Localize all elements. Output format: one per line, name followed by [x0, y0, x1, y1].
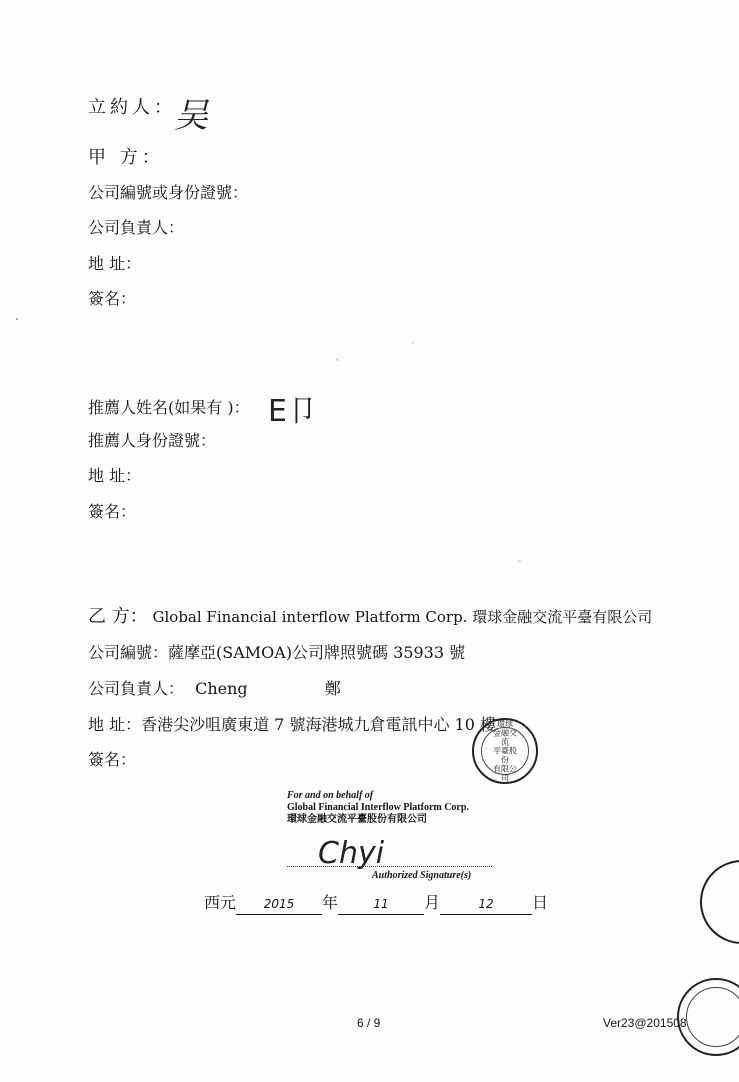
authorized-signature-caption: Authorized Signature(s) — [372, 870, 472, 881]
party-a-responsible-label: 公司負責人： — [88, 218, 185, 237]
version-label: Ver23@201508 — [603, 1016, 687, 1030]
page-number: 6 / 9 — [357, 1016, 381, 1030]
party-b-title: 乙 方： Global Financial interflow Platform Corp. 環球金融交流平臺有限公司 — [88, 606, 653, 627]
referrer-id-label: 推薦人身份證號： — [88, 431, 217, 450]
signature-dotted-line — [287, 866, 492, 867]
party-b-id-line: 公司編號：薩摩亞(SAMOA)公司牌照號碼 35933 號 — [88, 643, 466, 662]
company-cn-line: 環球金融交流平臺股份有限公司 — [287, 814, 427, 825]
company-en-line: Global Financial Interflow Platform Corp. — [287, 802, 469, 813]
party-a-sign-label: 簽名： — [88, 289, 137, 308]
referrer-sign-label: 簽名： — [88, 502, 137, 521]
scan-speck — [336, 358, 339, 361]
scan-speck — [518, 560, 521, 562]
party-a-id-label: 公司編號或身份證號： — [88, 183, 249, 202]
party-b-address-line: 地 址：香港尖沙咀廣東道 7 號海港城九倉電訊中心 10 樓 — [88, 715, 496, 734]
stamp-center-text: 環球 金融交流 平臺股份 有限公司 — [493, 719, 517, 783]
party-b-sign-label: 簽名： — [88, 750, 137, 769]
contractor-label: 立約人： — [88, 97, 176, 118]
contractor-handwritten-signature: 吴 — [174, 96, 208, 136]
party-a-title: 甲 方： — [88, 147, 164, 168]
party-b-responsible: 公司負責人： Cheng 鄭 — [88, 679, 341, 698]
authorized-handwritten-signature: Chyi — [318, 836, 385, 871]
signature-block — [287, 790, 469, 826]
party-a-address-label: 地 址： — [88, 254, 142, 273]
referrer-handwritten-name: E卩 — [268, 394, 317, 429]
scan-speck — [412, 342, 414, 344]
date-month-value: 11 — [338, 894, 424, 915]
date-line: 西元 2015 年 11 月 12 日 — [204, 893, 548, 915]
date-year-value: 2015 — [236, 894, 322, 915]
company-seal-stamp — [472, 718, 538, 784]
referrer-name-label: 推薦人姓名(如果有 )： — [88, 398, 250, 417]
partial-seal-stamp-upper — [700, 860, 739, 944]
for-behalf-line: For and on behalf of — [287, 790, 374, 801]
scan-speck — [16, 318, 18, 320]
date-day-value: 12 — [440, 894, 532, 915]
referrer-address-label: 地 址： — [88, 466, 142, 485]
party-b-company: Global Financial interflow Platform Corp. 環球金融交流平臺有限公司 — [152, 608, 653, 626]
